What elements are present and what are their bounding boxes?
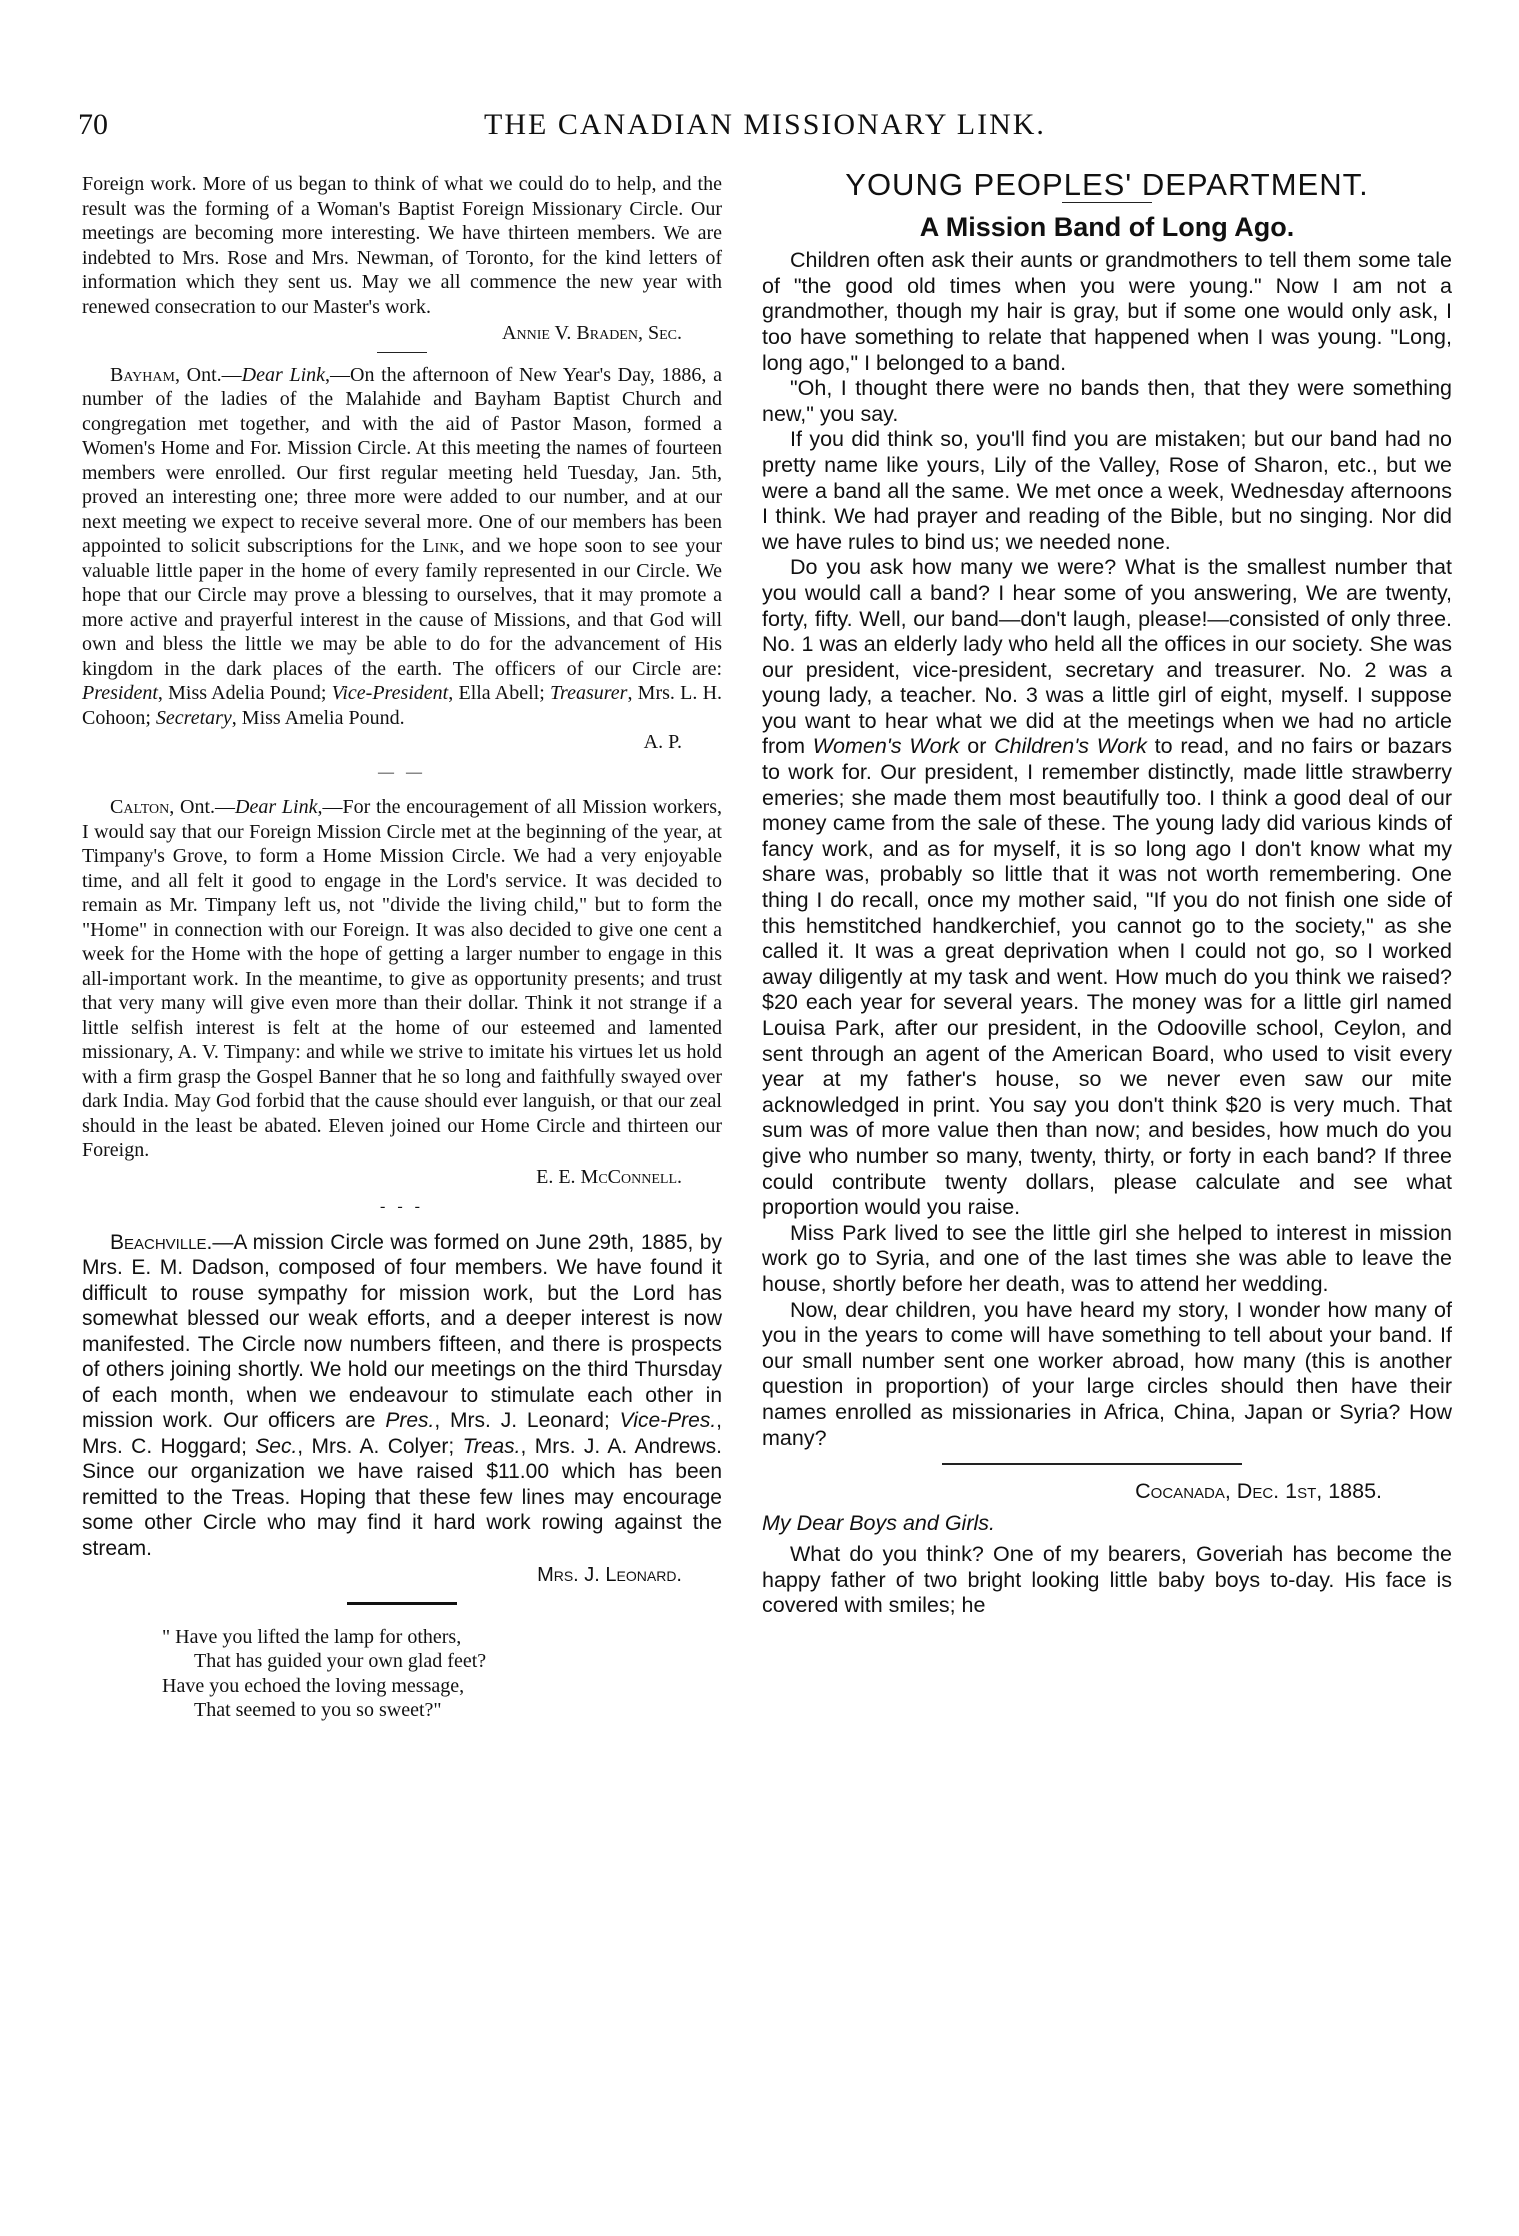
poem-line: That seemed to you so sweet?"	[194, 1699, 442, 1721]
article-paragraph: Now, dear children, you have heard my story, I wonder how many of you in the years to come will have something to tell about your band. If our small number sent one worker abroad, how many (this is another question in proportion) of your large circles should then have their names enrolled as missionaries in Africa, China, Japan or Syria? How many?	[762, 1297, 1452, 1450]
separator-rule	[377, 352, 427, 353]
foreign-circle-paragraph: Foreign work. More of us began to think of what we could do to help, and the result was the forming of a Woman's Baptist Foreign Missionary Circle. Our meetings are becoming more interesting. We have thirteen members. We are indebted to Mrs. Rose and Mrs. Newman, of Toronto, for the kind letters of information which they sent us. May we all commence the new year with renewed consecration to our Master's work.	[82, 173, 722, 318]
dateline: Cocanada, Dec. 1st, 1885.	[1135, 1479, 1382, 1504]
signature-mcconnell: E. E. McConnell.	[536, 1165, 682, 1188]
article-paragraph: What do you think? One of my bearers, Goveriah has become the happy father of two bright looking little baby boys to-day. His face is covered with smiles; he	[762, 1542, 1452, 1618]
beachville-letter: Beachville.—A mission Circle was formed on June 29th, 1885, by Mrs. E. M. Dadson, composed of four members. We have found it difficult to rouse sympathy for mission work, but the Lord has somewhat blessed our weak efforts, and a deeper interest is now manifested. The Circle now numbers fifteen, and there is prospects of others joining shortly. We hold our meetings on the third Thursday of each month, when we endeavour to stimulate each other in mission work. Our officers are Pres., Mrs. J. Leonard; Vice-Pres., Mrs. C. Hoggard; Sec., Mrs. A. Colyer; Treas., Mrs. J. A. Andrews. Since our organization we have raised $11.00 which has been remitted to the Treas. Hoping that these few lines may encourage some other Circle who may find it hard work rowing against the stream.	[82, 1230, 722, 1560]
article-paragraph: Children often ask their aunts or grandmothers to tell them some tale of "the good old times when you were young." Now I am not a grandmother, though my hair is gray, but if some one would only ask, I too have something to relate that happened when I was young. "Long, long ago," I belonged to a band.	[762, 248, 1452, 375]
poem-line: " Have you lifted the lamp for others,	[162, 1625, 462, 1648]
left-column	[82, 172, 722, 1723]
page-number: 70	[78, 108, 108, 141]
ornamental-rule	[347, 1602, 457, 1605]
signature-braden: Annie V. Braden, Sec.	[502, 322, 682, 344]
separator-dashes: — —	[378, 763, 426, 781]
article-paragraph: Miss Park lived to see the little girl she helped to interest in mission work go to Syria, and one of the last times she was able to leave the house, shortly before her death, was to attend her wedding.	[762, 1220, 1452, 1296]
article-paragraph: Do you ask how many we were? What is the smallest number that you would call a band? I hear some of you answering, We are twenty, forty, fifty. Well, our band—don't laugh, please!—consisted of only three. No. 1 was an elderly lady who held all the offices in our society. She was our president, vice-president, secretary and treasurer. No. 2 was a young lady, a teacher. No. 3 was a little girl of eight, myself. I suppose you want to hear what we did at the meetings when we had no article from Women's Work or Children's Work to read, and no fairs or bazars to work for. Our president, I remember distinctly, made little strawberry emeries; she made them most beautifully too. I think a good deal of our money came from the sale of these. The young lady did various kinds of fancy work, and as for myself, it is so long ago I don't know what my share was, probably so little that it was not worth remembering. One thing I do recall, once my mother said, "If you do not finish one side of this hemstitched handkerchief, you cannot go to the society," as she called it. It was a great deprivation when I could not go, so I worked away diligently at my task and went. How much do you think we raised? $20 each year for several years. The money was for a little girl named Louisa Park, after our president, in the Odooville school, Ceylon, and sent through an agent of the American Board, who used to visit every year at my father's house, so we never even saw our mite acknowledged in print. You say you don't think $20 is very much. That sum was of more value then than now; and besides, how much do you give who number so many, twenty, thirty, or forty in each band? If three could contribute twenty dollars, please calculate and see what proportion would you raise.	[762, 555, 1452, 1220]
right-column	[762, 167, 1452, 1619]
article-paragraph: If you did think so, you'll find you are mistaken; but our band had no pretty name like yours, Lily of the Valley, Rose of Sharon, etc., but we were a band all the same. We met once a week, Wednesday afternoons I think. We had prayer and reading of the Bible, but no singing. Nor did we have rules to bind us; we needed none.	[762, 427, 1452, 554]
poem	[162, 1625, 722, 1723]
place-name: Beachville	[110, 1230, 207, 1254]
signature-leonard: Mrs. J. Leonard.	[537, 1564, 682, 1586]
ornamental-rule	[942, 1463, 1242, 1465]
signature-ap: A. P.	[643, 731, 682, 753]
poem-line: That has guided your own glad feet?	[194, 1650, 487, 1672]
salutation: My Dear Boys and Girls.	[762, 1510, 995, 1535]
place-name: Bayham	[110, 363, 175, 386]
article-title: A Mission Band of Long Ago.	[919, 211, 1295, 242]
place-name: Calton	[110, 796, 170, 818]
article-paragraph: "Oh, I thought there were no bands then, that they were something new," you say.	[762, 376, 1452, 426]
poem-line: Have you echoed the loving message,	[162, 1674, 465, 1697]
bayham-letter: Bayham, Ont.—Dear Link,—On the afternoon of New Year's Day, 1886, a number of the ladies of the Malahide and Bayham Baptist Church and congregation met together, and with the aid of Pastor Mason, formed a Women's Home and For. Mission Circle. At this meeting the names of fourteen members were enrolled. Our first regular meeting held Tuesday, Jan. 5th, proved an interesting one; three more were added to our number, and at our next meeting we expect to receive several more. One of our members has been appointed to solicit subscriptions for the Link, and we hope soon to see your valuable little paper in the home of every family represented in our Circle. We hope that our Circle may prove a blessing to ourselves, that it may promote a more active and prayerful interest in the cause of Missions, and that God will own and bless the little we may be able to do for the advancement of His kingdom in the dark places of the earth. The officers of our Circle are: President, Miss Adelia Pound; Vice-President, Ella Abell; Treasurer, Mrs. L. H. Cohoon; Secretary, Miss Amelia Pound.	[82, 363, 723, 729]
running-title: THE CANADIAN MISSIONARY LINK.	[484, 108, 1046, 141]
separator-dashes: - - -	[380, 1198, 424, 1215]
calton-letter: Calton, Ont.—Dear Link,—For the encouragement of all Mission workers, I would say that our Foreign Mission Circle met at the beginning of the year, at Timpany's Grove, to form a Home Mission Circle. We had a very enjoyable time, and all felt it good to engage in the Lord's service. It was decided to remain as Mr. Timpany left us, not "divide the living child," but to form the "Home" in connection with our Foreign. It was also decided to give one cent a week for the Home with the hope of getting a larger number to engage in this all-important work. In the meantime, to give as opportunity presents; and trust that very many will give even more than their dollar. Think it not strange if a little selfish interest is felt at the home of our esteemed and lamented missionary, A. V. Timpany: and while we strive to imitate his virtues let us hold with a firm grasp the Gospel Banner that he so long and faithfully swayed over dark India. May God forbid that the cause should ever languish, or that our zeal should in the least be abated. Eleven joined our Home Circle and thirteen our Foreign.	[82, 796, 722, 1161]
department-title: YOUNG PEOPLES' DEPARTMENT.	[845, 167, 1369, 202]
